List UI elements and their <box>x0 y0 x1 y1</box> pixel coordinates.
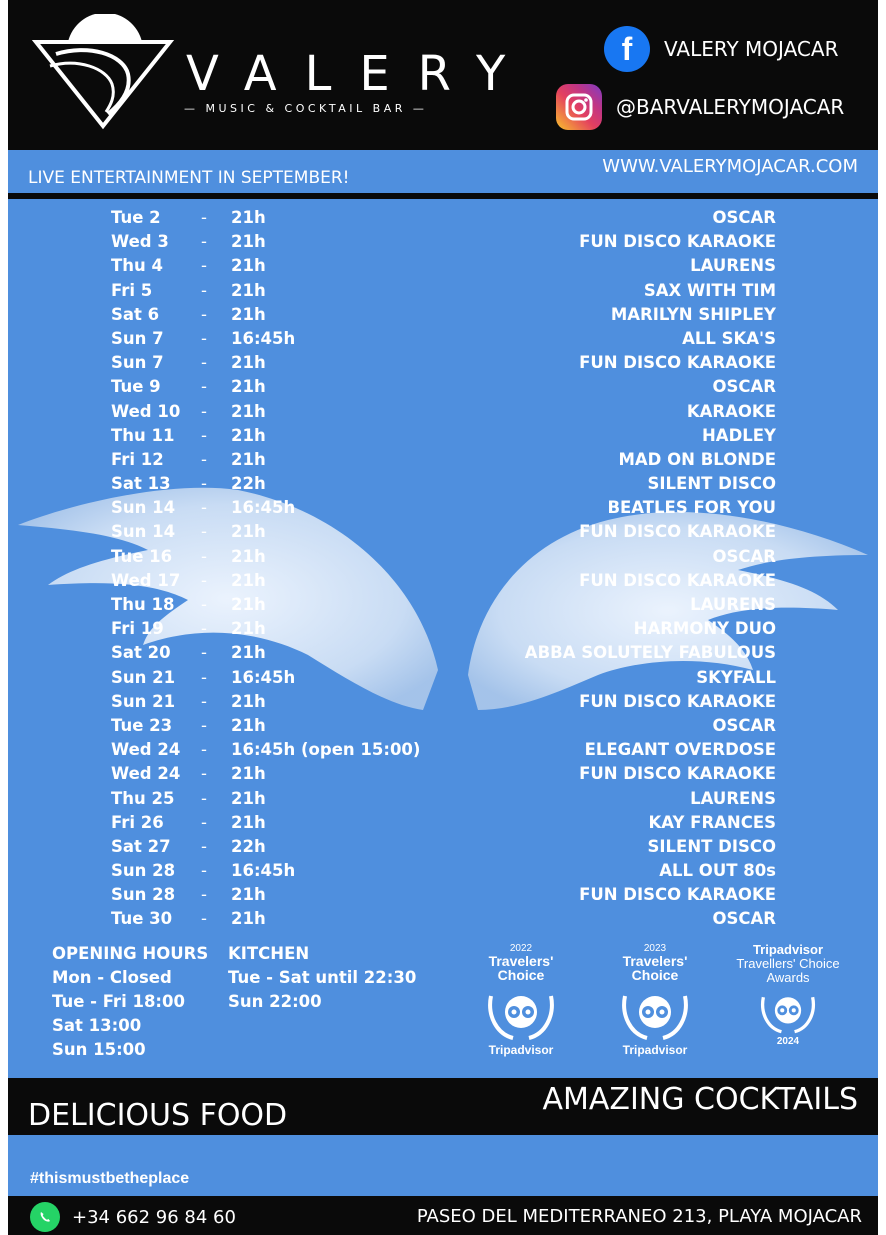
schedule-day: Sun 7 <box>111 328 164 348</box>
divider <box>8 193 878 199</box>
schedule-row <box>8 353 878 377</box>
opening-hours-line: Mon - Closed <box>52 968 172 987</box>
schedule-row <box>8 764 878 788</box>
schedule-time: 16:45h <box>231 667 296 687</box>
schedule-day: Wed 24 <box>111 740 181 760</box>
schedule-row <box>8 668 878 692</box>
schedule-day: Sat 6 <box>111 304 160 324</box>
schedule-separator: - <box>201 812 207 832</box>
schedule-row <box>8 256 878 280</box>
schedule-separator: - <box>201 280 207 300</box>
schedule-separator: - <box>201 232 207 252</box>
schedule-separator: - <box>201 885 207 905</box>
schedule-act: ELEGANT OVERDOSE <box>584 740 776 760</box>
schedule-separator: - <box>201 256 207 276</box>
schedule-row <box>8 305 878 329</box>
amazing-cocktails-banner: AMAZING COCKTAILS <box>542 1082 858 1117</box>
delicious-food-banner: DELICIOUS FOOD <box>28 1098 288 1133</box>
award-badge-2024 <box>730 943 846 1047</box>
whatsapp-icon <box>30 1202 60 1232</box>
brand-name: VALERY <box>186 46 534 102</box>
award-title: Travellers' Choice Awards <box>736 956 840 985</box>
event-schedule <box>8 208 878 934</box>
schedule-row <box>8 595 878 619</box>
award-brand-top: Tripadvisor <box>752 942 824 957</box>
schedule-act: FUN DISCO KARAOKE <box>579 764 776 784</box>
schedule-act: SAX WITH TIM <box>643 280 776 300</box>
schedule-separator: - <box>201 546 207 566</box>
schedule-time: 21h <box>231 449 266 469</box>
schedule-day: Thu 18 <box>111 595 175 614</box>
schedule-day: Tue 2 <box>111 208 161 227</box>
award-title: Travelers' Choice <box>622 953 688 983</box>
schedule-act: MAD ON BLONDE <box>618 449 776 469</box>
award-badge-2022 <box>471 943 571 1057</box>
schedule-day: Sat 13 <box>111 474 171 494</box>
schedule-act: SILENT DISCO <box>647 474 776 494</box>
schedule-day: Tue 23 <box>111 715 173 735</box>
schedule-row <box>8 377 878 401</box>
schedule-time: 21h <box>231 909 266 929</box>
award-brand: Tripadvisor <box>622 1043 688 1057</box>
schedule-act: HARMONY DUO <box>633 619 776 639</box>
schedule-separator: - <box>201 715 207 735</box>
schedule-row <box>8 789 878 813</box>
schedule-separator: - <box>201 595 207 614</box>
phone-number: +34 662 96 84 60 <box>72 1206 236 1228</box>
schedule-row <box>8 813 878 837</box>
tripadvisor-owl-icon <box>750 989 826 1035</box>
schedule-time: 22h <box>231 836 266 856</box>
schedule-time: 21h <box>231 208 266 227</box>
instagram-label: @BARVALERYMOJACAR <box>616 95 845 119</box>
schedule-act: OSCAR <box>712 715 776 735</box>
schedule-separator: - <box>201 425 207 445</box>
schedule-row <box>8 716 878 740</box>
schedule-day: Tue 16 <box>111 546 173 566</box>
schedule-act: ABBA SOLUTELY FABULOUS <box>524 643 776 663</box>
schedule-separator: - <box>201 208 207 227</box>
schedule-day: Wed 3 <box>111 232 169 252</box>
schedule-day: Sat 20 <box>111 643 171 663</box>
address: PASEO DEL MEDITERRANEO 213, PLAYA MOJACAR <box>416 1206 862 1227</box>
schedule-act: KAY FRANCES <box>648 812 776 832</box>
schedule-time: 21h <box>231 715 266 735</box>
schedule-time: 16:45h <box>231 498 296 518</box>
valery-logo-icon <box>28 14 178 134</box>
schedule-time: 21h <box>231 885 266 905</box>
schedule-time: 21h <box>231 546 266 566</box>
schedule-row <box>8 498 878 522</box>
opening-hours-title: OPENING HOURS <box>52 944 209 963</box>
schedule-time: 21h <box>231 304 266 324</box>
schedule-act: ALL SKA'S <box>682 328 776 348</box>
schedule-act: LAURENS <box>690 256 776 276</box>
schedule-separator: - <box>201 449 207 469</box>
schedule-time: 21h <box>231 764 266 784</box>
schedule-row <box>8 571 878 595</box>
schedule-day: Sat 27 <box>111 836 171 856</box>
schedule-separator: - <box>201 570 207 590</box>
schedule-act: FUN DISCO KARAOKE <box>579 885 776 905</box>
award-year: 2022 <box>509 943 533 954</box>
schedule-separator: - <box>201 909 207 929</box>
schedule-separator: - <box>201 764 207 784</box>
schedule-day: Sun 28 <box>111 861 176 881</box>
schedule-row <box>8 619 878 643</box>
schedule-day: Sun 14 <box>111 522 176 542</box>
kitchen-hours <box>228 942 416 1014</box>
schedule-act: OSCAR <box>712 377 776 397</box>
schedule-row <box>8 522 878 546</box>
instagram-icon <box>556 84 602 130</box>
hashtag: #thismustbetheplace <box>30 1170 190 1187</box>
schedule-time: 16:45h <box>231 328 296 348</box>
schedule-day: Tue 30 <box>111 909 173 929</box>
schedule-row <box>8 837 878 861</box>
schedule-row <box>8 643 878 667</box>
schedule-row <box>8 861 878 885</box>
schedule-row <box>8 474 878 498</box>
schedule-time: 21h <box>231 788 266 808</box>
schedule-row <box>8 281 878 305</box>
schedule-act: HADLEY <box>701 425 776 445</box>
tripadvisor-owl-icon <box>483 986 559 1042</box>
kitchen-line: Sun 22:00 <box>228 992 322 1011</box>
schedule-time: 22h <box>231 474 266 494</box>
award-title: Travelers' Choice <box>488 953 554 983</box>
schedule-time: 21h <box>231 570 266 590</box>
schedule-separator: - <box>201 667 207 687</box>
schedule-act: FUN DISCO KARAOKE <box>579 522 776 542</box>
schedule-time: 21h <box>231 280 266 300</box>
schedule-separator: - <box>201 836 207 856</box>
facebook-label: VALERY MOJACAR <box>664 37 839 61</box>
schedule-separator: - <box>201 788 207 808</box>
schedule-day: Wed 24 <box>111 764 181 784</box>
schedule-row <box>8 692 878 716</box>
schedule-time: 21h <box>231 425 266 445</box>
schedule-time: 21h <box>231 619 266 639</box>
schedule-row <box>8 329 878 353</box>
schedule-row <box>8 740 878 764</box>
schedule-day: Sun 7 <box>111 353 164 373</box>
schedule-time: 21h <box>231 595 266 614</box>
website-link[interactable]: WWW.VALERYMOJACAR.COM <box>602 156 858 177</box>
schedule-row <box>8 450 878 474</box>
schedule-time: 21h <box>231 691 266 711</box>
schedule-act: FUN DISCO KARAOKE <box>579 232 776 252</box>
schedule-day: Sun 21 <box>111 691 176 711</box>
schedule-separator: - <box>201 377 207 397</box>
schedule-act: BEATLES FOR YOU <box>607 498 776 518</box>
award-badge-2023 <box>605 943 705 1057</box>
schedule-act: OSCAR <box>712 546 776 566</box>
event-poster <box>8 0 878 1235</box>
tripadvisor-owl-icon <box>617 986 693 1042</box>
schedule-time: 16:45h <box>231 861 296 881</box>
schedule-act: FUN DISCO KARAOKE <box>579 691 776 711</box>
schedule-row <box>8 885 878 909</box>
schedule-time: 16:45h (open 15:00) <box>231 740 421 760</box>
award-brand: Tripadvisor <box>488 1043 554 1057</box>
schedule-row <box>8 232 878 256</box>
facebook-icon: f <box>604 26 650 72</box>
schedule-day: Sun 14 <box>111 498 176 518</box>
schedule-act: SILENT DISCO <box>647 836 776 856</box>
schedule-row <box>8 208 878 232</box>
schedule-day: Fri 19 <box>111 619 164 639</box>
schedule-separator: - <box>201 619 207 639</box>
schedule-row <box>8 426 878 450</box>
opening-hours-line: Tue - Fri 18:00 <box>52 992 185 1011</box>
schedule-act: FUN DISCO KARAOKE <box>579 353 776 373</box>
brand-tagline: — MUSIC & COCKTAIL BAR — <box>184 102 428 115</box>
schedule-act: OSCAR <box>712 208 776 227</box>
kitchen-line: Tue - Sat until 22:30 <box>228 968 417 987</box>
schedule-time: 21h <box>231 377 266 397</box>
schedule-separator: - <box>201 522 207 542</box>
schedule-act: KARAOKE <box>686 401 776 421</box>
schedule-separator: - <box>201 474 207 494</box>
schedule-day: Wed 10 <box>111 401 181 421</box>
schedule-act: LAURENS <box>690 595 776 614</box>
kitchen-title: KITCHEN <box>228 944 310 963</box>
instagram-link[interactable] <box>556 84 844 130</box>
schedule-row <box>8 547 878 571</box>
schedule-day: Sun 21 <box>111 667 176 687</box>
phone-contact[interactable] <box>30 1202 236 1232</box>
schedule-row <box>8 909 878 933</box>
schedule-act: FUN DISCO KARAOKE <box>579 570 776 590</box>
schedule-separator: - <box>201 328 207 348</box>
opening-hours <box>52 942 208 1062</box>
schedule-act: SKYFALL <box>696 667 776 687</box>
schedule-day: Fri 26 <box>111 812 164 832</box>
schedule-separator: - <box>201 304 207 324</box>
schedule-act: MARILYN SHIPLEY <box>610 304 776 324</box>
schedule-time: 21h <box>231 522 266 542</box>
schedule-row <box>8 402 878 426</box>
schedule-day: Thu 4 <box>111 256 163 276</box>
schedule-day: Thu 11 <box>111 425 175 445</box>
schedule-separator: - <box>201 353 207 373</box>
schedule-separator: - <box>201 740 207 760</box>
schedule-separator: - <box>201 691 207 711</box>
schedule-time: 21h <box>231 812 266 832</box>
award-year: 2023 <box>643 943 667 954</box>
schedule-time: 21h <box>231 232 266 252</box>
schedule-day: Wed 17 <box>111 570 181 590</box>
schedule-separator: - <box>201 401 207 421</box>
award-year: 2024 <box>776 1036 800 1047</box>
live-entertainment-heading: LIVE ENTERTAINMENT IN SEPTEMBER! <box>28 168 350 188</box>
schedule-day: Tue 9 <box>111 377 161 397</box>
header-band <box>8 0 878 150</box>
schedule-act: LAURENS <box>690 788 776 808</box>
schedule-separator: - <box>201 861 207 881</box>
schedule-day: Fri 12 <box>111 449 164 469</box>
schedule-separator: - <box>201 498 207 518</box>
schedule-day: Sun 28 <box>111 885 176 905</box>
schedule-act: ALL OUT 80s <box>659 861 776 881</box>
schedule-time: 21h <box>231 256 266 276</box>
schedule-time: 21h <box>231 643 266 663</box>
schedule-time: 21h <box>231 401 266 421</box>
opening-hours-line: Sat 13:00 <box>52 1016 142 1035</box>
opening-hours-line: Sun 15:00 <box>52 1040 146 1059</box>
schedule-act: OSCAR <box>712 909 776 929</box>
schedule-day: Fri 5 <box>111 280 153 300</box>
facebook-link[interactable] <box>604 26 838 72</box>
schedule-separator: - <box>201 643 207 663</box>
schedule-day: Thu 25 <box>111 788 175 808</box>
schedule-time: 21h <box>231 353 266 373</box>
